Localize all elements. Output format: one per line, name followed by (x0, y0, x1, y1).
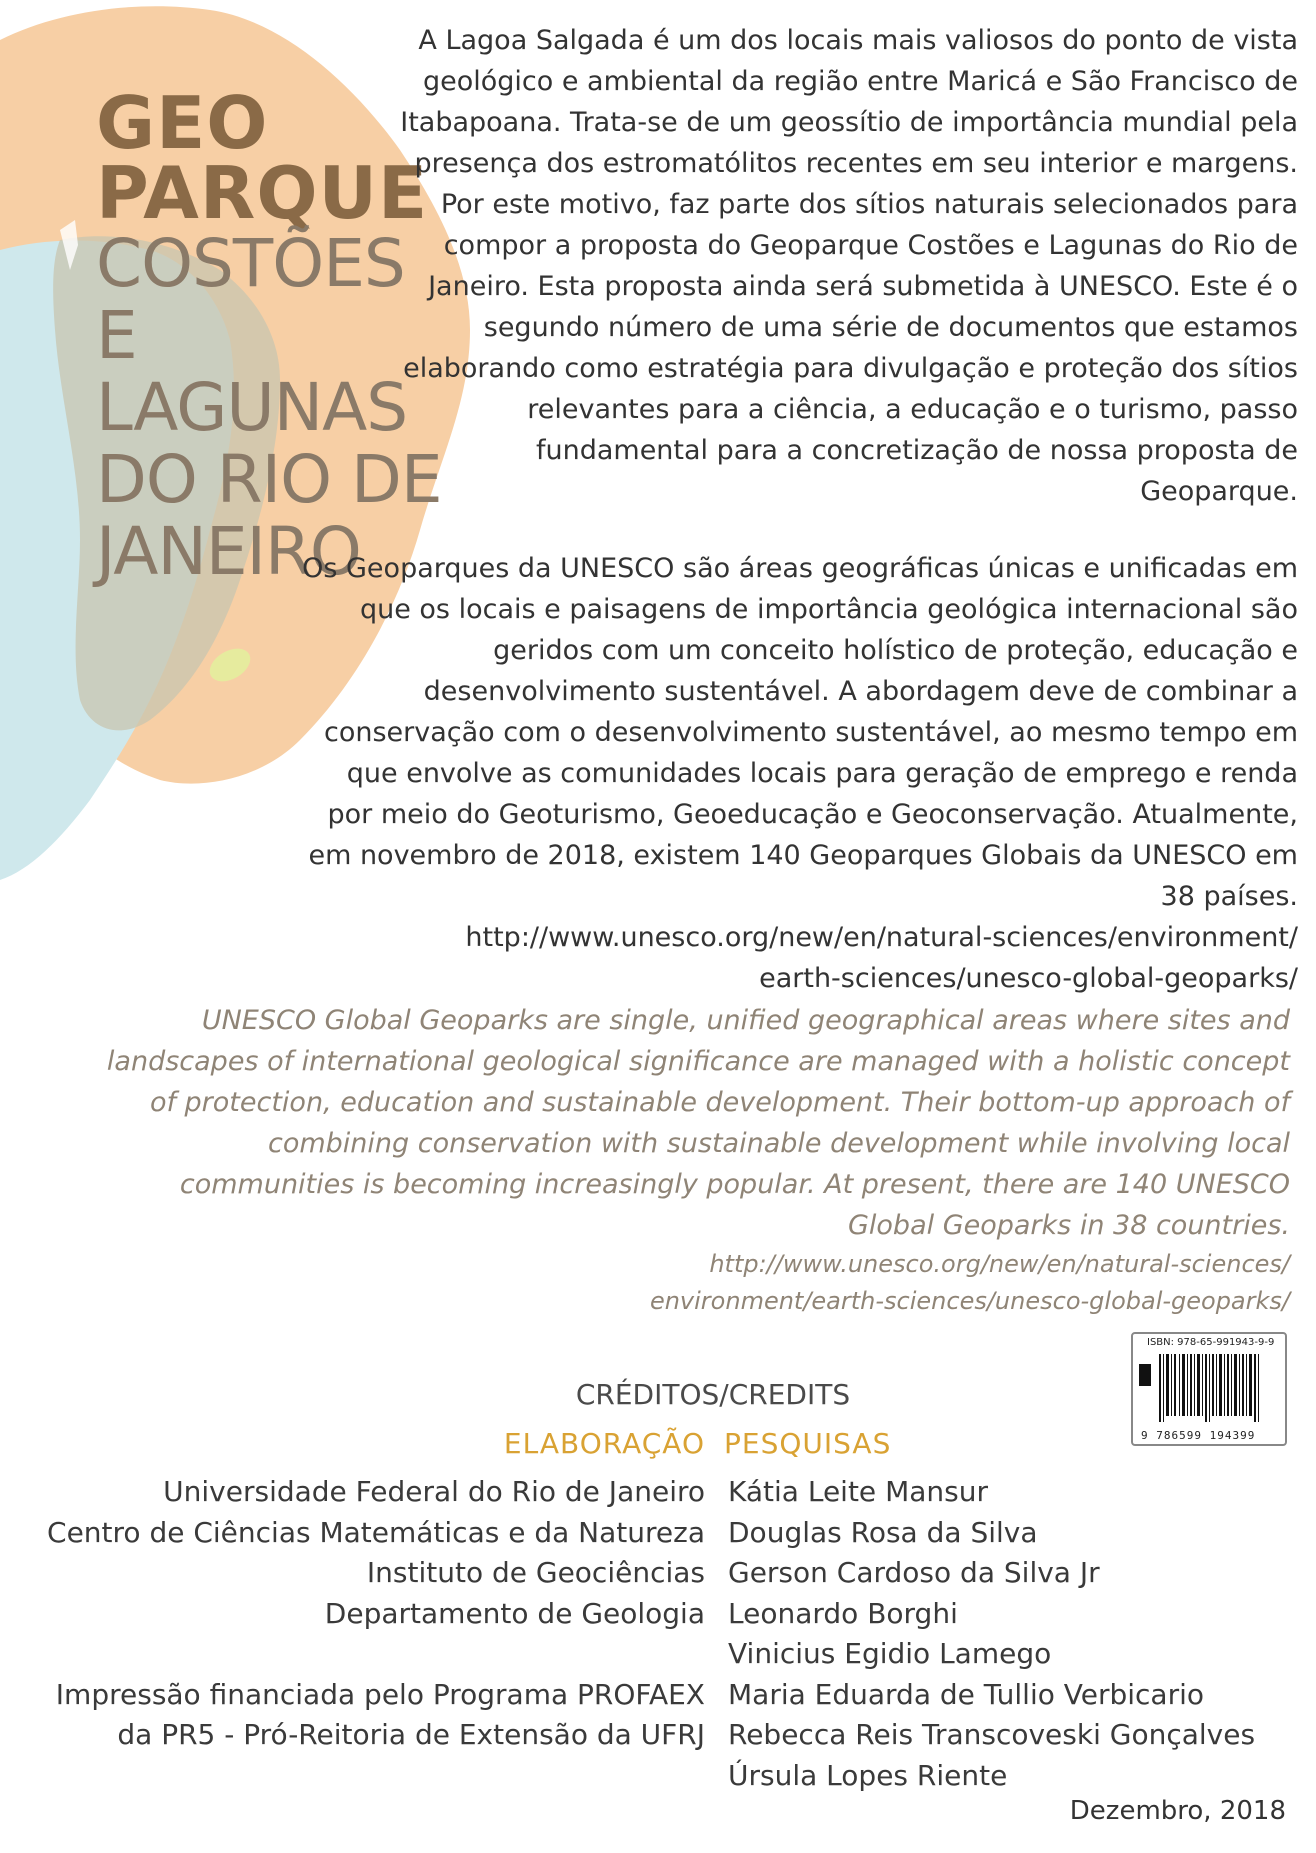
institution-item: Instituto de Geociências (366, 1556, 705, 1589)
elaboracao-heading: ELABORAÇÃO (503, 1427, 705, 1460)
researcher-item: Rebecca Reis Transcoveski Gonçalves (728, 1718, 1256, 1751)
unesco-pt-paragraph: Os Geoparques da UNESCO são áreas geográficas únicas e unificadas em que os locais e paisagens de importância geológica internacional são geridos com um conceito holístico de proteção, educação e desenvolvimento sustentável. A abordagem deve de combinar a conservação com o desenvolvimento sustentável, ao mesmo tempo em que envolve as comunidades locais para geração de emprego e renda por meio do Geoturismo, Geoeducação e Geoconservação. Atualmente, em novembro de 2018, existem 140 Geoparques Globais da UNESCO em 38 países. (302, 553, 1298, 912)
researcher-item: Leonardo Borghi (728, 1596, 958, 1630)
unesco-pt-link-1[interactable]: http://www.unesco.org/new/en/natural-sciences/environment/ (465, 922, 1298, 953)
intro-paragraph: A Lagoa Salgada é um dos locais mais valiosos do ponto de vista geológico e ambiental da região entre Maricá e São Francisco de Itabapoana. Trata-se de um geossítio de importância mundial pela presença dos estromatólitos recentes em seu interior e margens. Por este motivo, faz parte dos sítios naturais selecionados para compor a proposta do Geoparque Costões e Lagunas do Rio de Janeiro. Esta proposta ainda será submetida à UNESCO. Este é o segundo número de uma série de documentos que estamos elaborando como estratégia para divulgação e proteção dos sítios relevantes para a ciência, a educação e o turismo, passo fundamental para a concretização de nossa proposta de Geoparque. (400, 25, 1298, 507)
isbn-number: 9 786599 194399 (1141, 1429, 1256, 1442)
researchers-list (728, 1472, 1255, 1796)
unesco-pt-block (300, 548, 1298, 999)
title-line-geo: GEO (96, 81, 269, 165)
unesco-en-paragraph: UNESCO Global Geoparks are single, unified geographical areas where sites and landscapes of international geological significance are managed with a holistic concept of protection, education and sustainable development. Their bottom-up approach of combining conservation with sustainable development while involving local communities is becoming increasingly popular. At present, there are 140 UNESCO Global Geoparks in 38 countries. (106, 1005, 1290, 1241)
institution-item: Centro de Ciências Matemáticas e da Natureza (47, 1515, 705, 1549)
researcher-item: Douglas Rosa da Silva (728, 1515, 1038, 1549)
credits-heading: CRÉDITOS/CREDITS (575, 1378, 851, 1411)
isbn-label: ISBN: 978-65-991943-9-9 (1147, 1337, 1275, 1348)
title-line-costoes: COSTÕES (96, 225, 405, 302)
spacer (47, 1634, 705, 1675)
pesquisas-heading: PESQUISAS (724, 1427, 892, 1460)
title-line-parque: PARQUE (96, 151, 429, 235)
funding-line: Impressão financiada pelo Programa PROFAEX (55, 1677, 705, 1711)
institutions-list (47, 1472, 705, 1756)
title-line-lagunas: E LAGUNAS (96, 297, 408, 446)
institution-item: Universidade Federal do Rio de Janeiro (163, 1475, 705, 1508)
unesco-en-block (100, 1000, 1290, 1320)
publication-date: Dezembro, 2018 (1069, 1796, 1286, 1826)
unesco-pt-link-2[interactable]: earth-sciences/unesco-global-geoparks/ (759, 963, 1298, 994)
unesco-en-link-1[interactable]: http://www.unesco.org/new/en/natural-sciences/ (709, 1250, 1290, 1278)
researcher-item: Vinicius Egidio Lamego (728, 1637, 1052, 1670)
researcher-item: Kátia Leite Mansur (728, 1475, 988, 1508)
unesco-en-link-2[interactable]: environment/earth-sciences/unesco-global-geoparks/ (649, 1287, 1290, 1315)
title-line-janeiro: JANEIRO (96, 513, 361, 590)
funding-line: da PR5 - Pró-Reitoria de Extensão da UFRJ (117, 1718, 705, 1751)
researcher-item: Gerson Cardoso da Silva Jr (728, 1556, 1100, 1589)
title-line-rio: DO RIO DE (96, 441, 442, 518)
institution-item: Departamento de Geologia (324, 1596, 705, 1630)
researcher-item: Maria Eduarda de Tullio Verbicario (728, 1677, 1204, 1711)
researcher-item: Úrsula Lopes Riente (728, 1758, 1008, 1792)
